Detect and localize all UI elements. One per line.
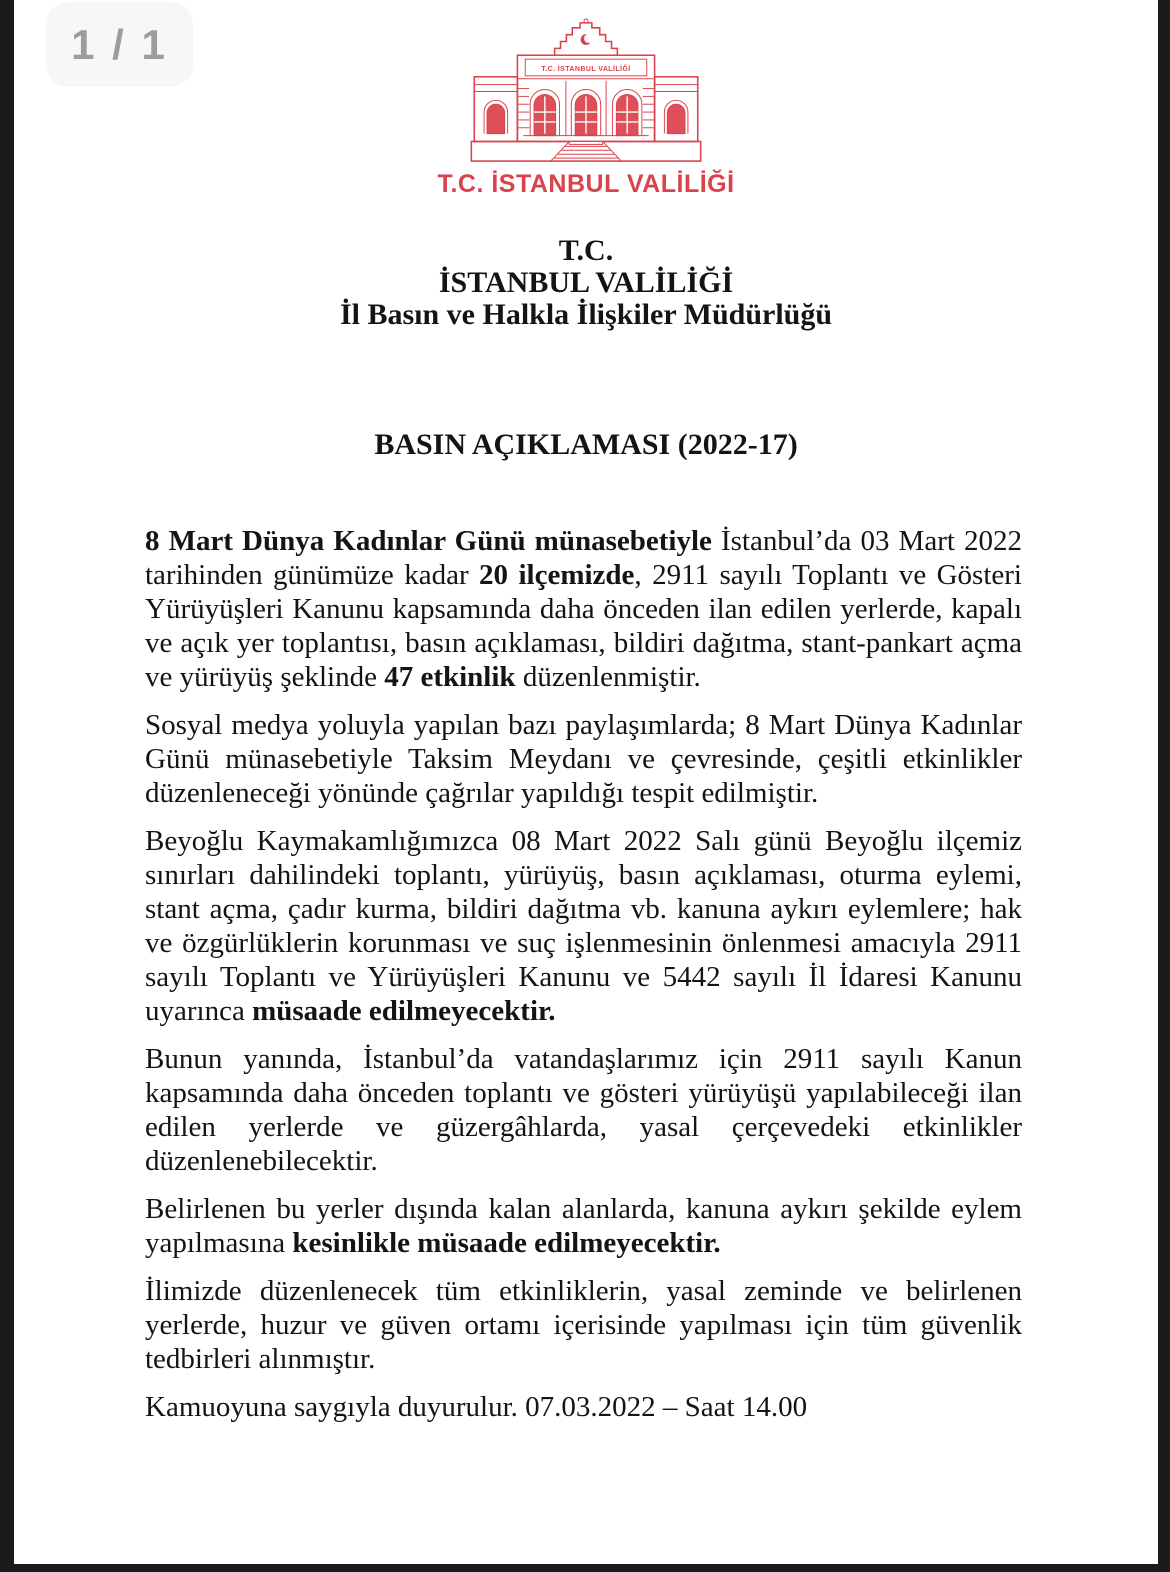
paragraph-1: 8 Mart Dünya Kadınlar Günü münasebetiyle İstanbul’da 03 Mart 2022 tarihinden günümüze kadar 20 ilçemizde, 2911 sayılı Toplantı ve Gösteri Yürüyüşleri Kanunu kapsamında daha önceden ilan edilen yerlerde, kapalı ve açık yer toplantısı, basın açıklaması, bildiri dağıtma, stant-pankart açma ve yürüyüş şeklinde 47 etkinlik düzenlenmiştir. xyxy=(145,525,1022,693)
paragraph-5: Belirlenen bu yerler dışında kalan alanlarda, kanuna aykırı şekilde eylem yapılmasına kesinlikle müsaade edilmeyecektir. xyxy=(145,1193,1022,1259)
letterhead-valilik: İSTANBUL VALİLİĞİ xyxy=(438,266,734,299)
paragraph-2: Sosyal medya yoluyla yapılan bazı paylaşımlarda; 8 Mart Dünya Kadınlar Günü münasebetiyle Taksim Meydanı ve çevresinde, çeşitli etkinlikler düzenleneceği yönünde çağrılar yapıldığı tespit edilmiştir. xyxy=(145,709,1022,809)
page-indicator-badge: 1 / 1 xyxy=(46,2,193,87)
letterhead-tc: T.C. xyxy=(558,234,614,267)
document-page[interactable] xyxy=(14,0,1158,1564)
document-body xyxy=(145,524,1022,1424)
letterhead-mudurluk: İl Basın ve Halkla İlişkiler Müdürlüğü xyxy=(339,298,833,331)
press-release-title: BASIN AÇIKLAMASI (2022-17) xyxy=(374,428,798,461)
logo-caption: T.C. İSTANBUL VALİLİĞİ xyxy=(437,170,735,198)
paragraph-4: Bunun yanında, İstanbul’da vatandaşlarımız için 2911 sayılı Kanun kapsamında daha önceden toplantı ve gösteri yürüyüşü yapılabileceği ilan edilen yerlerde ve güzergâhlarda, yasal çerçevedeki etkinlikler düzenlenebilecektir. xyxy=(145,1043,1022,1177)
paragraph-7: Kamuoyuna saygıyla duyurulur. 07.03.2022 – Saat 14.00 xyxy=(145,1391,808,1423)
valilik-building-icon xyxy=(468,18,704,165)
paragraph-3: Beyoğlu Kaymakamlığımızca 08 Mart 2022 Salı günü Beyoğlu ilçemiz sınırları dahilindeki toplantı, yürüyüş, basın açıklaması, oturma eylemi, stant açma, çadır kurma, bildiri dağıtma vb. kanuna aykırı eylemlere; hak ve özgürlüklerin korunması ve suç işlenmesinin önlenmesi amacıyla 2911 sayılı Toplantı ve Yürüyüşleri Kanunu ve 5442 sayılı İl İdaresi Kanunu uyarınca müsaade edilmeyecektir. xyxy=(145,825,1022,1027)
building-sign-text: T.C. İSTANBUL VALİLİĞİ xyxy=(541,65,631,73)
paragraph-6: İlimizde düzenlenecek tüm etkinliklerin, yasal zeminde ve belirlenen yerlerde, huzur ve güven ortamı içerisinde yapılması için tüm güvenlik tedbirleri alınmıştır. xyxy=(145,1275,1022,1375)
document-letterhead xyxy=(14,235,1158,331)
